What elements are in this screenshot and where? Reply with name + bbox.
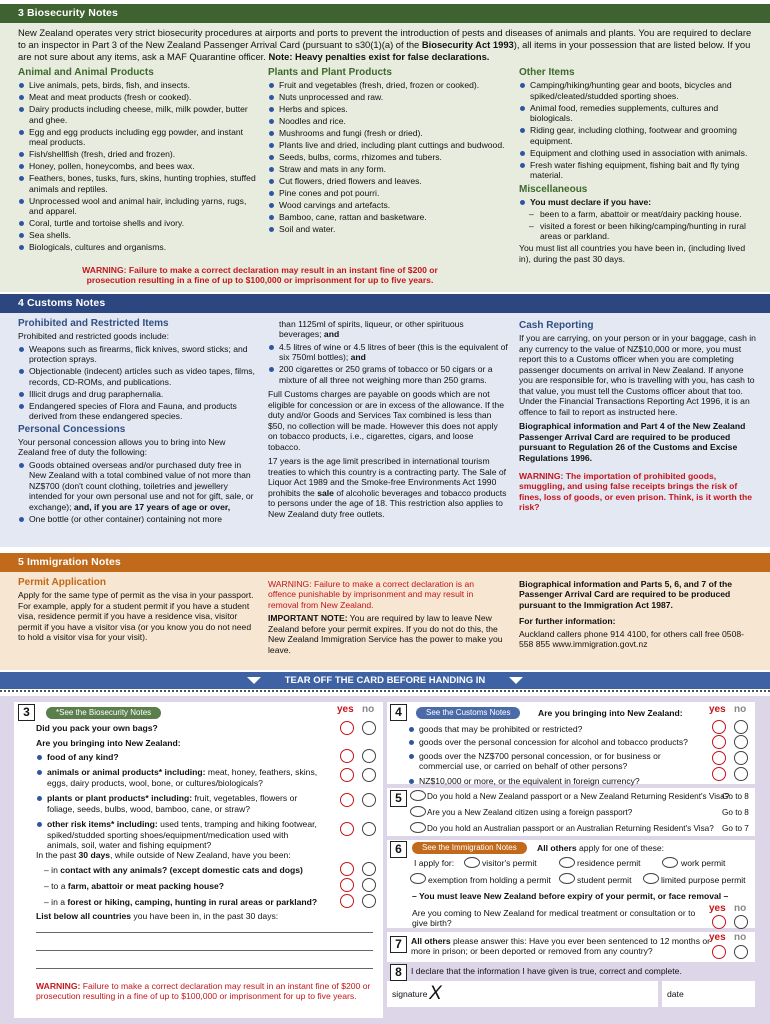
no-checkbox[interactable] (734, 945, 748, 959)
yes-checkbox[interactable] (712, 945, 726, 959)
cash-text: If you are carrying, on your person or in your baggage, cash in any currency to the value of NZ$10,000 or more, you must report this to a Customs officer when you are completing passenger documents on arrival in New Zealand. If anyone you are responsible for, who is travelling with you, has cash to that value, you must tell the Customs officer about that too. Under the Financial Transactions Reporting Act 1996, it is an offence to fail to report as instructed here. (519, 333, 756, 417)
no-checkbox[interactable] (734, 915, 748, 929)
biosecurity-band: 3 Biosecurity Notes (0, 4, 770, 23)
other-list-item: Camping/hiking/hunting gear and boots, bicycles and spiked/cleated/studded sporting shoes. (519, 80, 755, 101)
q8-declare: I declare that the information I have given is true, correct and complete. (411, 966, 682, 976)
q5-nz-citizen-option[interactable] (410, 806, 426, 817)
immigration-right-column (519, 579, 755, 652)
animal-list-item: Unprocessed wool and animal hair, including yarns, rugs, and apparel. (18, 196, 258, 217)
cash-warning: WARNING: The importation of prohibited goods, smuggling, and using false receipts brings the risk of fines, loss of goods, or even prison. Think, is it worth the risk? (519, 471, 753, 513)
perforation-line (0, 690, 770, 692)
biosecurity-warning: WARNING: Failure to make a correct declaration may result in an instant fine of $200 or prosecution resulting in a fine of up to $100,000 or imprisonment for up to five years. (82, 265, 438, 286)
immigration-notes-pill: See the Immigration Notes (412, 842, 527, 854)
q6-leave-notice: – You must leave New Zealand before expiry of your permit, or face removal – (412, 891, 729, 901)
q5-nz-citizen: Are you a New Zealand citizen using a foreign passport? (427, 808, 633, 817)
tear-off-banner: TEAR OFF THE CARD BEFORE HANDING IN (0, 672, 770, 689)
q3-contact: – in contact with any animals? (except domestic cats and dogs) (44, 865, 303, 875)
animal-list-item: Egg and egg products including egg powder, and instant meal products. (18, 127, 258, 148)
animal-list-item: Dairy products including cheese, milk, milk powder, butter and ghee. (18, 104, 258, 125)
misc-lead: You must declare if you have: (519, 197, 755, 207)
plant-list-item: Straw and mats in any form. (268, 164, 508, 174)
prohibited-list-item: Objectionable (indecent) articles such as video tapes, films, records, CD-ROMs, and publications. (18, 366, 258, 387)
no-checkbox[interactable] (362, 721, 376, 735)
mid-item-wine: 4.5 litres of wine or 4.5 litres of beer (this is the equivalent of six 750ml bottles); and (268, 342, 508, 363)
q5-go-8: Go to 8 (722, 792, 749, 801)
yes-label: yes (709, 932, 726, 943)
animal-heading: Animal and Animal Products (18, 67, 154, 78)
q5-au-passport-option[interactable] (410, 822, 426, 833)
section-number-7: 7 (390, 936, 407, 953)
q3-other: other risk items* including: used tents, tramping and hiking footwear, spiked/studded sporting shoes/equipment/medication used with animals, soil, water and fishing equipment? (36, 819, 321, 850)
yes-checkbox[interactable] (340, 768, 354, 782)
card-warning: WARNING: Failure to make a correct declaration may result in an instant fine of $200 or prosecution resulting in a fine of up to $100,000 or imprisonment for up to five years. (36, 981, 371, 1002)
q5-go-7: Go to 7 (722, 824, 749, 833)
work-permit-option[interactable] (662, 857, 678, 868)
yes-checkbox[interactable] (340, 894, 354, 908)
customs-band: 4 Customs Notes (0, 294, 770, 313)
signature-box[interactable] (387, 981, 658, 1007)
q3-animal: animals or animal products* including: meat, honey, feathers, skins, eggs, dairy products, wool, bone, or cultures/biologicals? (36, 767, 321, 788)
yes-checkbox[interactable] (340, 822, 354, 836)
date-label: date (667, 989, 684, 999)
other-heading: Other Items (519, 67, 575, 78)
q3-plant: plants or plant products* including: fruit, vegetables, flowers or foliage, seeds, bulbs, wood, bamboo, cane, or straw? (36, 793, 321, 814)
yes-checkbox[interactable] (712, 735, 726, 749)
yes-label: yes (709, 704, 726, 715)
prohibited-heading: Prohibited and Restricted Items (18, 318, 169, 329)
residence-permit-label: residence permit (577, 858, 641, 868)
q3-list-countries: List below all countries you have been in, in the past 30 days: (36, 911, 279, 921)
q4-list-item: goods that may be prohibited or restricted? (408, 724, 698, 734)
residence-permit-option[interactable] (559, 857, 575, 868)
immigration-section (0, 572, 770, 670)
no-checkbox[interactable] (362, 793, 376, 807)
q4-list (408, 724, 698, 789)
permit-heading: Permit Application (18, 577, 106, 588)
yes-checkbox[interactable] (712, 767, 726, 781)
q4-list-item: NZ$10,000 or more, or the equivalent in foreign currency? (408, 776, 698, 786)
no-label: no (362, 704, 375, 715)
animal-list-item: Honey, pollen, honeycombs, and bees wax. (18, 161, 258, 171)
q7-sentenced: All others please answer this: Have you ever been sentenced to 12 months or more in prison; or been deported or removed from any country? (411, 936, 711, 957)
student-permit-option[interactable] (559, 873, 575, 884)
arrow-down-icon (247, 677, 261, 684)
student-permit-label: student permit (577, 875, 632, 885)
personal-heading: Personal Concessions (18, 423, 126, 435)
no-label: no (734, 903, 747, 914)
plant-column (268, 66, 508, 236)
work-permit-label: work permit (681, 858, 726, 868)
q3-food: food of any kind? (36, 752, 321, 762)
misc-list (529, 209, 755, 242)
personal-lead: Your personal concession allows you to bring into New Zealand free of duty the following: (18, 436, 226, 458)
q3-list (36, 752, 321, 852)
limited-purpose-label: limited purpose permit (661, 875, 746, 885)
q3-30-days: In the past 30 days, while outside of New Zealand, have you been: (36, 850, 291, 860)
other-column (519, 66, 755, 266)
plant-list (268, 80, 508, 234)
yes-checkbox[interactable] (712, 751, 726, 765)
further-heading: For further information: (519, 616, 616, 627)
mid-item-tobacco: 200 cigarettes or 250 grams of tobacco or 50 cigars or a mixture of all three not weighing more than 250 grams. (268, 364, 508, 385)
plant-list-item: Noodles and rice. (268, 116, 508, 126)
plant-list-item: Mushrooms and fungi (fresh or dried). (268, 128, 508, 138)
q3-forest: – in a forest or hiking, camping, hunting in rural areas or parkland? (44, 897, 318, 907)
q6-medical: Are you coming to New Zealand for medical treatment or consultation or to give birth? (412, 908, 696, 929)
yes-label: yes (337, 704, 354, 715)
no-checkbox[interactable] (734, 720, 748, 734)
other-list-item: Fresh water fishing equipment, fishing bait and fly tying material. (519, 160, 755, 181)
plant-list-item: Wood carvings and artefacts. (268, 200, 508, 210)
biosecurity-notes-pill: *See the Biosecurity Notes (46, 707, 161, 719)
immigration-warning: WARNING: Failure to make a correct declaration is an offence punishable by imprisonment and may result in removal from New Zealand. (268, 579, 475, 610)
yes-checkbox[interactable] (340, 749, 354, 763)
customs-section (0, 313, 770, 547)
animal-column (18, 66, 258, 254)
no-checkbox[interactable] (362, 862, 376, 876)
animal-list (18, 80, 258, 252)
q4-list-item: goods over the personal concession for alcohol and tobacco products? (408, 737, 698, 747)
q3-bringing: Are you bringing into New Zealand: (36, 738, 181, 748)
section-number-5: 5 (390, 790, 407, 807)
cash-bio: Biographical information and Part 4 of the New Zealand Passenger Arrival Card are required to be produced pursuant to Regulation 26 of the Customs and Excise Regulations 1996. (519, 421, 746, 463)
no-checkbox[interactable] (362, 749, 376, 763)
countries-line[interactable] (36, 950, 373, 951)
prohibited-column (18, 317, 258, 526)
limited-purpose-option[interactable] (643, 873, 659, 884)
personal-item-goods: Goods obtained overseas and/or purchased duty free in New Zealand with a total combined value of not more than NZ$700 (don't count clothing, toiletries and jewellery intended for your own personal use and not for gift, sale, or exchange); and, if you are 17 years of age or over, (18, 460, 258, 512)
yes-checkbox[interactable] (712, 720, 726, 734)
animal-list-item: Fish/shellfish (fresh, dried and frozen). (18, 149, 258, 159)
q3-pack-bags: Did you pack your own bags? (36, 723, 158, 733)
signature-mark: X (429, 983, 442, 1004)
signature-label: signature (392, 989, 428, 999)
no-label: no (734, 704, 747, 715)
yes-checkbox[interactable] (340, 862, 354, 876)
q5-go-8b: Go to 8 (722, 808, 749, 817)
mid-para-age: 17 years is the age limit prescribed in international tourism treaties to which this country is a contracting party. The Sale of Liquor Act 1989 and the Smoke-free Environments Act 1990 prohibits the sale of alcoholic beverages and tobacco products to persons under the age of 18. This restriction also applies to New Zealand duty free outlets. (268, 456, 507, 519)
animal-list-item: Feathers, bones, tusks, furs, skins, hunting trophies, stuffed animals and reptiles. (18, 173, 258, 194)
q4-head: Are you bringing into New Zealand: (538, 708, 683, 718)
animal-list-item: Meat and meat products (fresh or cooked). (18, 92, 258, 102)
plant-list-item: Fruit and vegetables (fresh, dried, frozen or cooked). (268, 80, 508, 90)
animal-list-item: Biologicals, cultures and organisms. (18, 242, 258, 252)
q5-nz-passport: Do you hold a New Zealand passport or a New Zealand Returning Resident's Visa? (427, 792, 730, 801)
other-list (519, 80, 755, 180)
biosecurity-intro: New Zealand operates very strict biosecurity procedures at airports and ports to prevent the introduction of pests and diseases of animals and plants. You are required to declare to an inspector in Part 3 of the New Zealand Passenger Arrival Card (pursuant to s30(1)(a) of the Biosecurity Act 1993), all items in your possession that are listed below. If you are not sure about any items, ask a MAF Quarantine officer. Note: Heavy penalties exist for false declarations. (18, 27, 752, 62)
immigration-mid-column (268, 579, 504, 657)
mid-para-charges: Full Customs charges are payable on goods which are not eligible for concession or are in excess of the allowance. If the duty and/or Goods and Services Tax combined is less than $50, no collection will be made. However this does not apply on tobacco products, i.e., cigarettes, cigars, and loose tobacco. (268, 389, 504, 452)
no-checkbox[interactable] (362, 894, 376, 908)
yes-checkbox[interactable] (340, 793, 354, 807)
prohibited-list-item: Weapons such as firearms, flick knives, sword sticks; and protection sprays. (18, 344, 258, 365)
countries-line[interactable] (36, 968, 373, 969)
visitor-permit-option[interactable] (464, 857, 480, 868)
no-checkbox[interactable] (362, 768, 376, 782)
q3-farm: – to a farm, abattoir or meat packing house? (44, 881, 225, 891)
important-note: IMPORTANT NOTE: You are required by law to leave New Zealand before your permit expires. If you do not do this, the New Zealand Immigration Service has the power to make you leave. (268, 613, 503, 655)
cash-column (519, 319, 757, 515)
prohibited-list-item: Illicit drugs and drug paraphernalia. (18, 389, 258, 399)
section-number-4: 4 (390, 704, 407, 721)
plant-list-item: Bamboo, cane, rattan and basketware. (268, 212, 508, 222)
animal-list-item: Coral, turtle and tortoise shells and ivory. (18, 218, 258, 228)
q6-all-others: All others apply for one of these: (537, 843, 665, 853)
arrival-card (0, 696, 770, 1024)
misc-tail: You must list all countries you have been in, (including lived in), during the past 30 days. (519, 243, 746, 264)
no-checkbox[interactable] (734, 751, 748, 765)
no-checkbox[interactable] (362, 822, 376, 836)
plant-list-item: Herbs and spices. (268, 104, 508, 114)
visitor-permit-label: visitor's permit (482, 858, 537, 868)
plant-list-item: Cut flowers, dried flowers and leaves. (268, 176, 508, 186)
plant-list-item: Seeds, bulbs, corms, rhizomes and tubers. (268, 152, 508, 162)
other-list-item: Equipment and clothing used in association with animals. (519, 148, 755, 158)
mid-cont: than 1125ml of spirits, liqueur, or other spirituous beverages; and (279, 319, 464, 340)
plant-heading: Plants and Plant Products (268, 67, 392, 78)
biosecurity-section (0, 23, 770, 292)
date-box[interactable] (662, 981, 755, 1007)
misc-list-item: – visited a forest or been hiking/camping/hunting in rural areas or parkland. (529, 221, 755, 242)
misc-list-item: – been to a farm, abattoir or meat/dairy packing house. (529, 209, 755, 219)
exemption-option[interactable] (410, 873, 426, 884)
countries-line[interactable] (36, 932, 373, 933)
exemption-label: exemption from holding a permit (428, 875, 551, 885)
customs-mid-column (268, 319, 508, 521)
immigration-band: 5 Immigration Notes (0, 553, 770, 572)
yes-label: yes (709, 903, 726, 914)
q5-nz-passport-option[interactable] (410, 790, 426, 801)
yes-checkbox[interactable] (712, 915, 726, 929)
misc-heading: Miscellaneous (519, 183, 588, 195)
section-number-8: 8 (390, 964, 407, 981)
plant-list-item: Nuts unprocessed and raw. (268, 92, 508, 102)
plant-list-item: Plants live and dried, including plant cuttings and budwood. (268, 140, 508, 150)
prohibited-lead: Prohibited and restricted goods include: (18, 331, 169, 342)
personal-item-bottle: One bottle (or other container) containing not more (18, 514, 258, 524)
plant-list-item: Pine cones and pot pourri. (268, 188, 508, 198)
q4-list-item: goods over the NZ$700 personal concession, or for business or commercial use, or carried on behalf of other persons? (408, 751, 698, 772)
further-text: Auckland callers phone 914 4100, for others call free 0508-558 855 www.immigration.govt.nz (519, 628, 745, 650)
prohibited-list-item: Endangered species of Flora and Fauna, and products derived from these endangered species. (18, 401, 258, 422)
no-checkbox[interactable] (362, 878, 376, 892)
customs-notes-pill: See the Customs Notes (416, 707, 520, 719)
plant-list-item: Soil and water. (268, 224, 508, 234)
other-list-item: Riding gear, including clothing, footwear and grooming equipment. (519, 125, 755, 146)
permit-column (18, 576, 258, 645)
animal-list-item: Sea shells. (18, 230, 258, 240)
immigration-bio: Biographical information and Parts 5, 6, and 7 of the Passenger Arrival Card are required to be produced pursuant to the Immigration Act 1987. (519, 579, 732, 610)
animal-list-item: Live animals, pets, birds, fish, and insects. (18, 80, 258, 90)
q6-apply-for: I apply for: (414, 858, 455, 868)
yes-checkbox[interactable] (340, 878, 354, 892)
no-checkbox[interactable] (734, 767, 748, 781)
prohibited-list (18, 344, 258, 422)
no-label: no (734, 932, 747, 943)
no-checkbox[interactable] (734, 735, 748, 749)
section-number-6: 6 (390, 841, 407, 858)
cash-heading: Cash Reporting (519, 320, 594, 331)
arrow-down-icon (509, 677, 523, 684)
section-number-3: 3 (18, 704, 35, 721)
q5-au-passport: Do you hold an Australian passport or an Australian Returning Resident's Visa? (427, 824, 714, 833)
yes-checkbox[interactable] (340, 721, 354, 735)
other-list-item: Animal food, remedies supplements, cultures and biologicals. (519, 103, 755, 124)
permit-text: Apply for the same type of permit as the visa in your passport. For example, apply for a student permit if you have a student visa, residence permit if you have a residence visa, visitor permit if you have a visitor visa (or you know you do not need to hold a visitor visa for your visit). (18, 590, 254, 643)
